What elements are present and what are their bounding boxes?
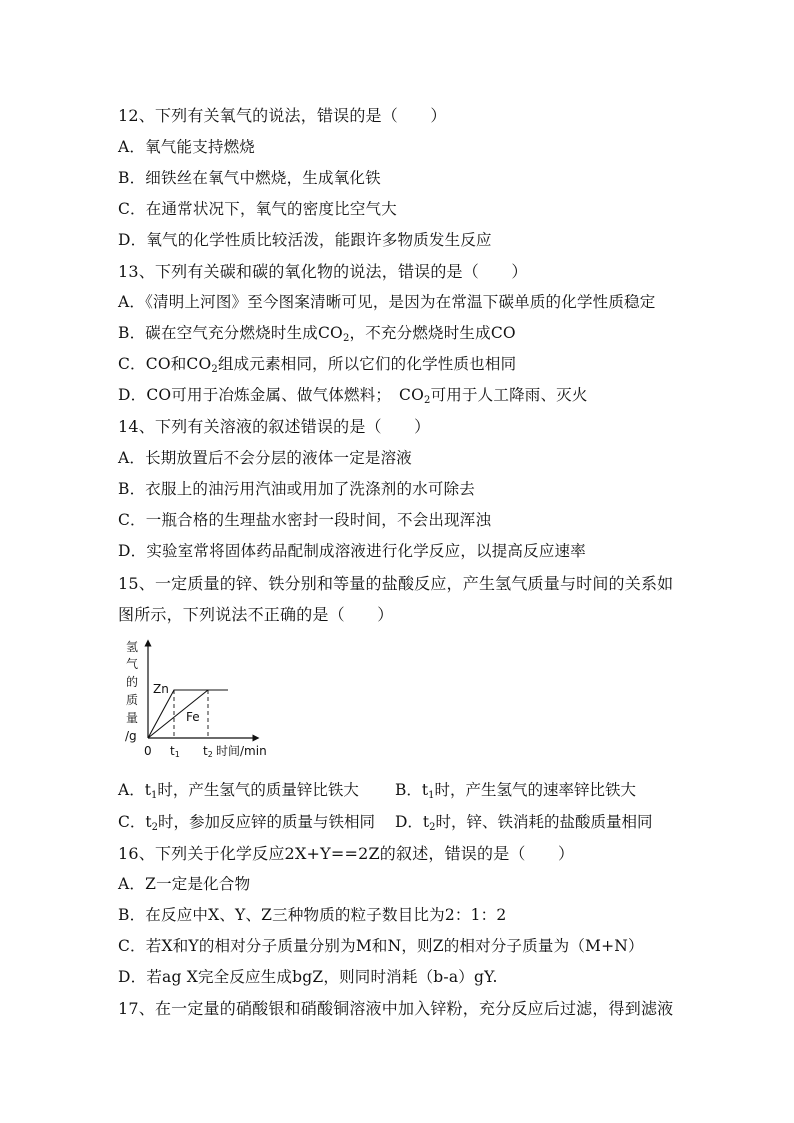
q15-option-b: B．$t_1$时，产生氢气的速率锌比铁大	[395, 781, 637, 801]
q13-c-text-1: C．CO和CO	[118, 355, 212, 373]
series-label-fe: Fe	[186, 710, 200, 724]
q13-c-text-2: 组成元素相同，所以它们的化学性质也相同	[217, 355, 517, 373]
q13-b-text-1: B．碳在空气充分燃烧时生成CO	[118, 324, 343, 342]
q14-option-c: C．一瓶合格的生理盐水密封一段时间，不会出现浑浊	[118, 511, 492, 529]
q12-option-d: D．氧气的化学性质比较活泼，能跟许多物质发生反应	[118, 231, 492, 249]
q16-option-a: A．Z一定是化合物	[118, 875, 251, 893]
q15-stem-line-1: 15、一定质量的锌、铁分别和等量的盐酸反应，产生氢气质量与时间的关系如	[118, 574, 674, 593]
q13-option-a: A．《清明上河图》至今图案清晰可见，是因为在常温下碳单质的化学性质稳定	[118, 293, 656, 311]
q13-b-sub: 2	[342, 333, 350, 344]
q12-stem: 12、下列有关氧气的说法，错误的是（ ）	[118, 106, 447, 125]
q13-option-b	[118, 321, 516, 344]
q14-option-d: D．实验室常将固体药品配制成溶液进行化学反应，以提高反应速率	[118, 542, 586, 560]
y-label-char-1: 氢	[126, 640, 139, 654]
q13-stem: 13、下列有关碳和碳的氧化物的说法，错误的是（ ）	[118, 262, 528, 281]
q13-d-sub: 2	[424, 395, 431, 406]
q14-option-b: B．衣服上的油污用汽油或用加了洗涤剂的水可除去	[118, 480, 475, 498]
y-label-char-4: 质	[126, 693, 139, 707]
q15-option-c: C．$t_2$时，参加反应锌的质量与铁相同	[118, 813, 375, 833]
q13-b-text-2: ，不充分燃烧时生成CO	[349, 324, 516, 342]
x-axis-label: 时间/min	[216, 744, 267, 758]
q12-option-b: B．细铁丝在氧气中燃烧，生成氧化铁	[118, 169, 381, 187]
y-label-char-2: 气	[126, 657, 139, 671]
q14-stem: 14、下列有关溶液的叙述错误的是（ ）	[118, 417, 431, 436]
q13-d-text-2: 可用于人工降雨、灭火	[430, 386, 588, 404]
q15-stem-line-2: 图所示，下列说法不正确的是（ ）	[118, 605, 394, 624]
q15-option-a: A．$t_1$时，产生氢气的质量锌比铁大	[118, 781, 359, 801]
q13-c-sub: 2	[211, 364, 218, 375]
y-label-unit: /g	[125, 729, 137, 743]
q12-option-a: A．氧气能支持燃烧	[118, 138, 255, 156]
q16-stem: 16、下列关于化学反应2X+Y==2Z的叙述，错误的是（ ）	[118, 844, 575, 863]
q16-option-d: D．若ag X完全反应生成bgZ，则同时消耗（b-a）gY.	[118, 968, 498, 986]
q13-d-text-1: D．CO可用于冶炼金属、做气体燃料； CO	[118, 386, 425, 404]
hydrogen-mass-time-chart	[118, 635, 278, 765]
y-label-char-5: 量	[126, 711, 139, 725]
y-label-char-3: 的	[126, 675, 139, 689]
q13-option-c	[118, 352, 516, 375]
q14-option-a: A．长期放置后不会分层的液体一定是溶液	[118, 449, 412, 467]
q15-options-ab	[118, 778, 637, 801]
q16-option-b: B．在反应中X、Y、Z三种物质的粒子数目比为2：1：2	[118, 906, 507, 924]
q13-option-d	[118, 383, 588, 406]
chart-svg	[118, 635, 278, 765]
q15-options-cd	[118, 810, 653, 833]
q12-option-c: C．在通常状况下，氧气的密度比空气大	[118, 200, 397, 218]
tick-label-t2: t2	[203, 744, 213, 759]
q16-option-c: C．若X和Y的相对分子质量分别为M和N，则Z的相对分子质量为（M+N）	[118, 937, 644, 955]
q15-option-d: D．$t_2$时，锌、铁消耗的盐酸质量相同	[395, 813, 653, 833]
tick-label-t1: t1	[170, 744, 180, 759]
series-label-zn: Zn	[153, 682, 169, 696]
origin-label: 0	[144, 744, 152, 758]
q17-stem: 17、在一定量的硝酸银和硝酸铜溶液中加入锌粉，充分反应后过滤，得到滤液	[118, 999, 674, 1018]
